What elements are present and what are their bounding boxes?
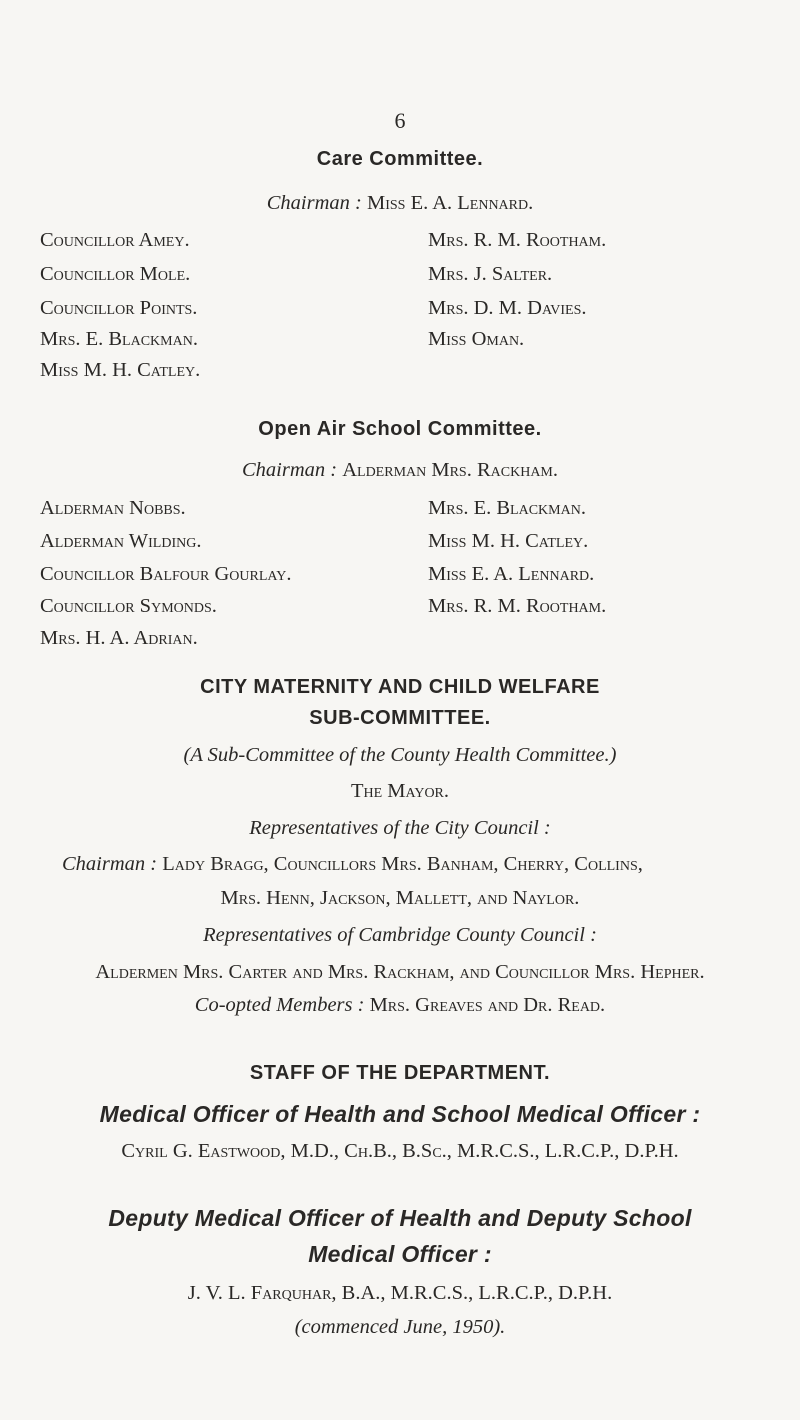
county-line: Aldermen Mrs. Carter and Mrs. Rackham, and Councillor Mrs. Hepher. [95, 961, 705, 983]
care-right-2: Mrs. D. M. Davies. [428, 297, 587, 319]
care-left-4: Miss M. H. Catley. [40, 359, 201, 381]
open-air-right-1: Miss M. H. Catley. [428, 530, 589, 552]
deputy-name: J. V. L. Farquhar, B.A., M.R.C.S., L.R.C.P., D.P.H. [187, 1282, 613, 1304]
open-air-right-2: Miss E. A. Lennard. [428, 563, 595, 585]
open-air-left-3: Councillor Symonds. [40, 595, 217, 617]
open-air-left-4: Mrs. H. A. Adrian. [40, 627, 198, 649]
open-air-left-2: Councillor Balfour Gourlay. [40, 563, 292, 585]
open-air-left-1: Alderman Wilding. [40, 530, 202, 552]
staff-title: STAFF OF THE DEPARTMENT. [249, 1062, 551, 1084]
care-right-1: Mrs. J. Salter. [428, 263, 553, 285]
maternity-title-line2: SUB-COMMITTEE. [309, 707, 491, 729]
chairman-label: Chairman : [241, 459, 338, 481]
coopted-names: Mrs. Greaves and Dr. Read. [369, 994, 606, 1016]
city-names-1: Lady Bragg, Councillors Mrs. Banham, Cherry, Collins, [162, 853, 643, 875]
care-right-0: Mrs. R. M. Rootham. [428, 229, 607, 251]
page-number: 6 [394, 108, 406, 133]
deputy-title-line2: Medical Officer : [308, 1241, 492, 1267]
care-left-1: Councillor Mole. [40, 263, 191, 285]
coopted-label: Co-opted Members : [194, 994, 365, 1016]
chairman-label: Chairman : [266, 192, 362, 214]
care-committee-title: Care Committee. [316, 148, 484, 170]
city-line-2: Mrs. Henn, Jackson, Mallett, and Naylor. [220, 887, 580, 909]
city-line-1 [62, 853, 643, 876]
maternity-title-line1: CITY MATERNITY AND CHILD WELFARE [200, 676, 600, 698]
moh-name: Cyril G. Eastwood, M.D., Ch.B., B.Sc., M.R.C.S., L.R.C.P., D.P.H. [121, 1140, 679, 1162]
reps-city-label: Representatives of the City Council : [249, 817, 551, 839]
reps-county-label: Representatives of Cambridge County Council : [203, 924, 597, 946]
care-left-2: Councillor Points. [40, 297, 198, 319]
coopted-line [0, 994, 800, 1017]
chairman-name: Alderman Mrs. Rackham. [342, 459, 558, 481]
open-air-right-0: Mrs. E. Blackman. [428, 497, 586, 519]
care-left-0: Councillor Amey. [40, 229, 190, 251]
care-committee-chairman [0, 192, 800, 215]
open-air-right-3: Mrs. R. M. Rootham. [428, 595, 607, 617]
chairman-label: Chairman : [62, 853, 158, 875]
open-air-left-0: Alderman Nobbs. [40, 497, 186, 519]
open-air-title: Open Air School Committee. [258, 418, 542, 440]
open-air-chairman [0, 459, 800, 482]
deputy-title-line1: Deputy Medical Officer of Health and Deputy School [108, 1205, 692, 1231]
maternity-subtitle: (A Sub-Committee of the County Health Committee.) [183, 744, 617, 766]
chairman-name: Miss E. A. Lennard. [366, 192, 534, 214]
care-left-3: Mrs. E. Blackman. [40, 328, 198, 350]
maternity-mayor: The Mayor. [350, 780, 450, 802]
deputy-note: (commenced June, 1950). [294, 1316, 506, 1338]
care-right-3: Miss Oman. [428, 328, 525, 350]
moh-title: Medical Officer of Health and School Medical Officer : [99, 1101, 701, 1127]
